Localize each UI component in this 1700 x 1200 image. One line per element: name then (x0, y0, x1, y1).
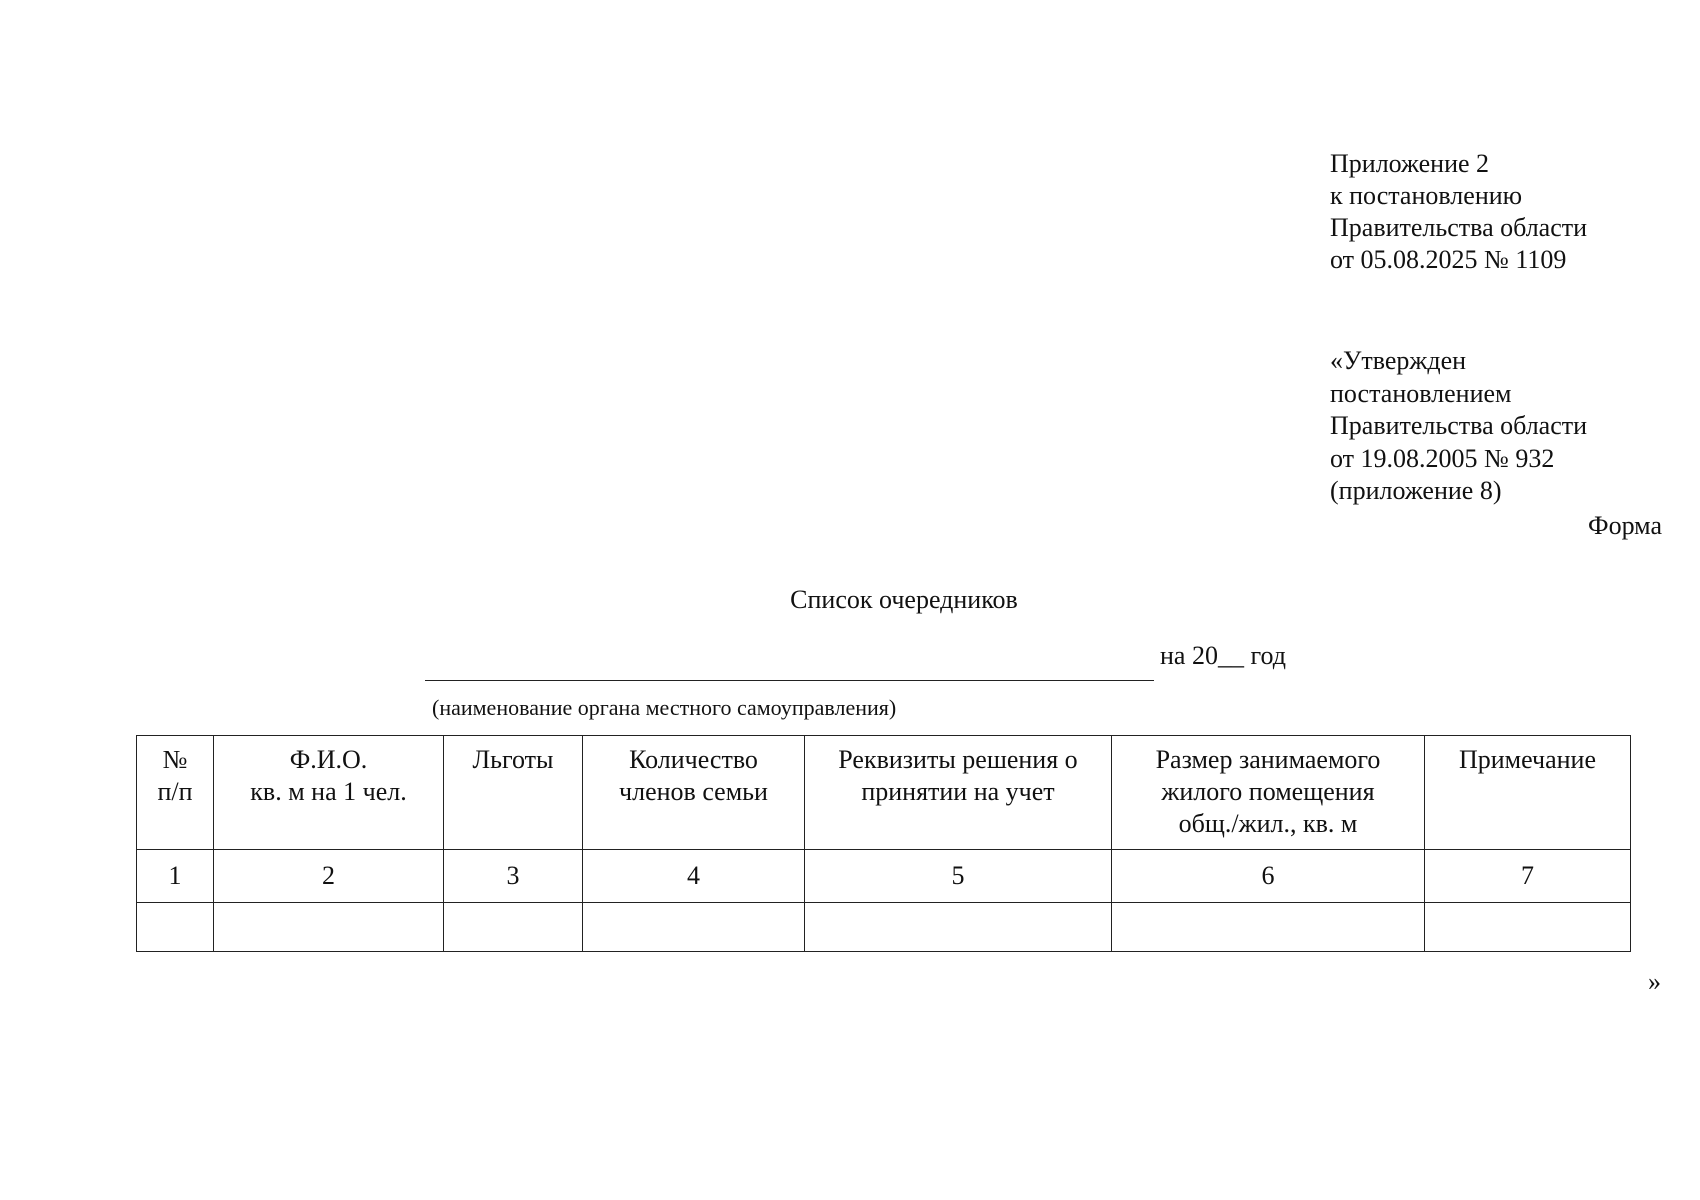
header-family-members: Количество членов семьи (583, 736, 805, 850)
empty-cell (137, 903, 214, 952)
form-label: Форма (1588, 511, 1662, 540)
column-number: 6 (1112, 850, 1425, 903)
empty-cell (1112, 903, 1425, 952)
empty-cell (805, 903, 1112, 952)
approval-line: постановлением (1330, 378, 1512, 408)
year-label: на 20__ год (1160, 641, 1286, 670)
empty-cell (444, 903, 583, 952)
document-title: Список очередников (790, 585, 1018, 614)
header-note: Примечание (1425, 736, 1631, 850)
closing-quote: » (1648, 967, 1661, 996)
appendix-reference (1330, 148, 1587, 276)
header-decision-details: Реквизиты решения о принятии на учет (805, 736, 1112, 850)
column-number: 3 (444, 850, 583, 903)
table-header-row (137, 736, 1631, 850)
appendix-line: Приложение 2 (1330, 149, 1490, 178)
appendix-line: к постановлению (1330, 181, 1523, 210)
appendix-line: Правительства области (1330, 213, 1588, 242)
queue-table (136, 735, 1631, 952)
column-number-row (137, 850, 1631, 903)
empty-cell (214, 903, 444, 952)
empty-cell (583, 903, 805, 952)
organization-name-line (425, 680, 1154, 681)
column-number: 4 (583, 850, 805, 903)
empty-cell (1425, 903, 1631, 952)
approval-line: «Утвержден (1330, 346, 1467, 375)
header-full-name: Ф.И.О. кв. м на 1 чел. (214, 736, 444, 850)
approval-line: (приложение 8) (1330, 476, 1502, 505)
column-number: 1 (137, 850, 214, 903)
column-number: 2 (214, 850, 444, 903)
header-number: № п/п (137, 736, 214, 850)
organization-caption: (наименование органа местного самоуправления) (432, 695, 897, 720)
empty-table-row (137, 903, 1631, 952)
appendix-line: от 05.08.2025 № 1109 (1330, 245, 1567, 274)
approval-stamp-text (1330, 345, 1587, 508)
header-benefits: Льготы (444, 736, 583, 850)
header-living-space: Размер занимаемого жилого помещения общ./жил., кв. м (1112, 736, 1425, 850)
column-number: 7 (1425, 850, 1631, 903)
column-number: 5 (805, 850, 1112, 903)
approval-line: от 19.08.2005 № 932 (1330, 443, 1555, 473)
approval-line: Правительства области (1330, 411, 1588, 440)
